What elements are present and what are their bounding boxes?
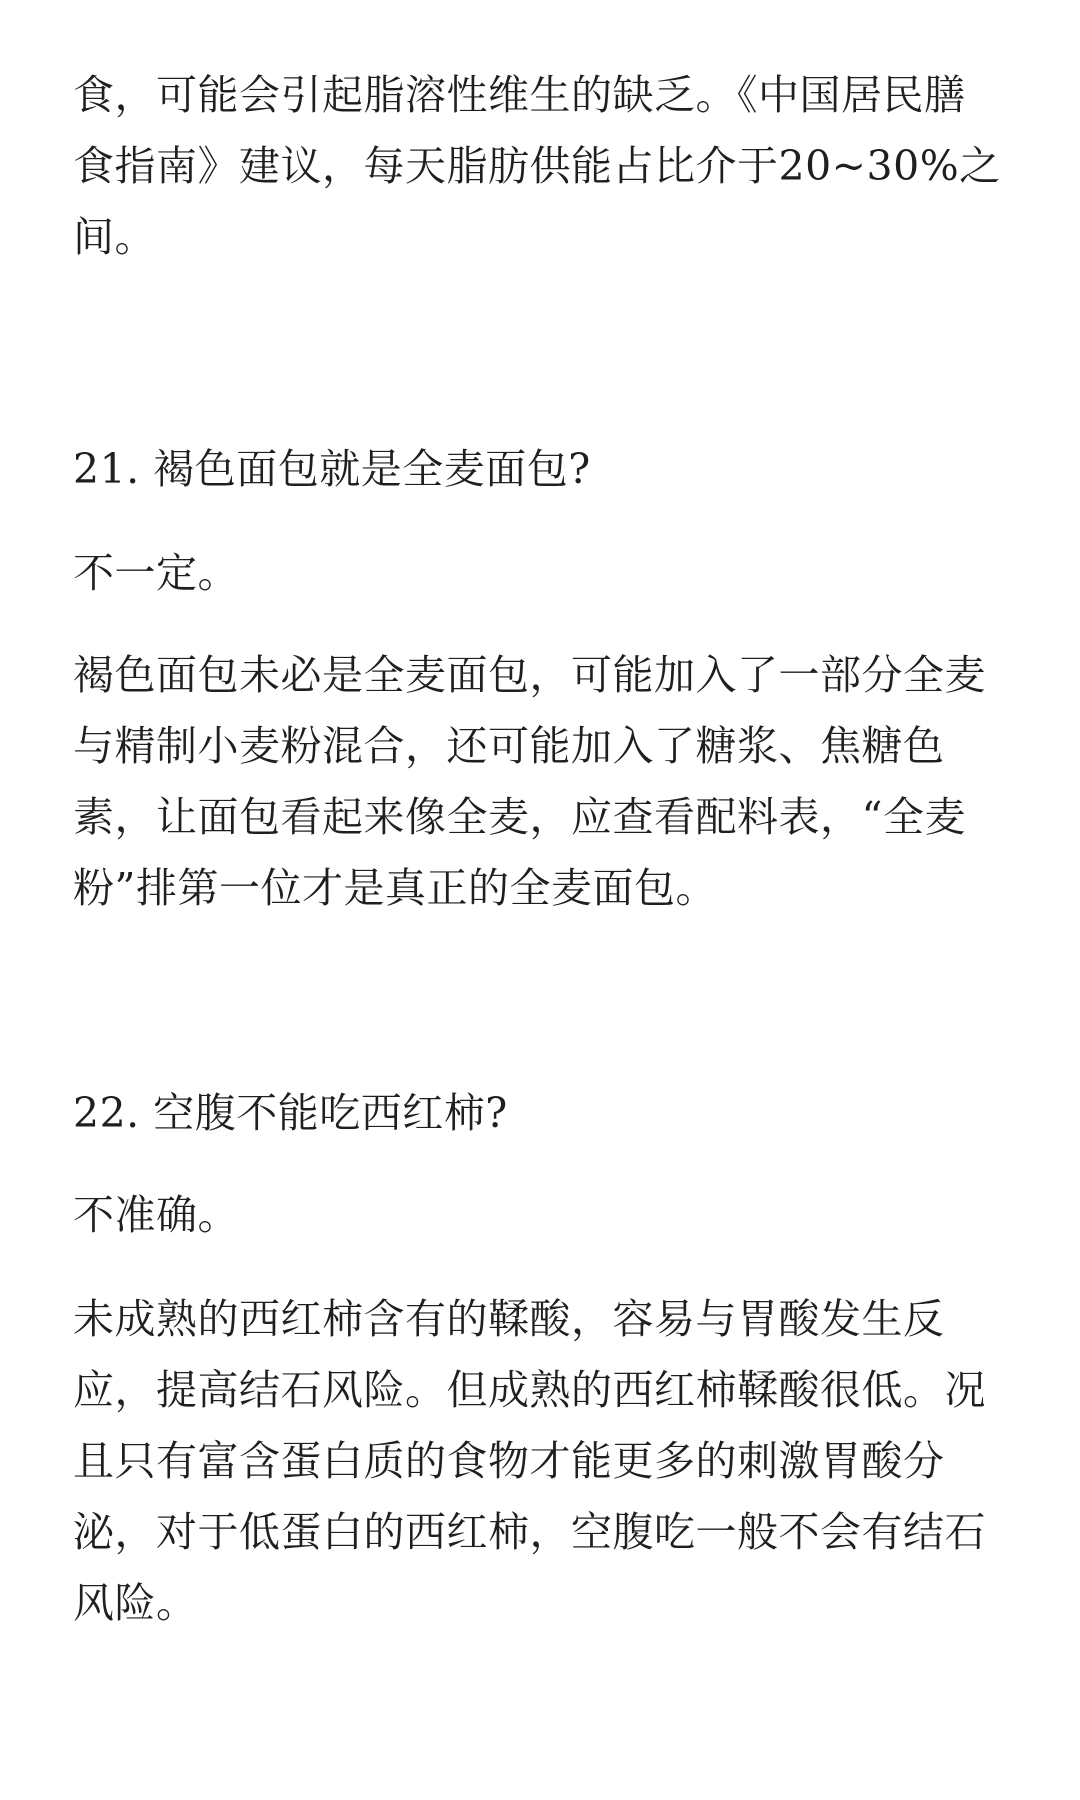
- short-answer-text: 不一定。: [73, 549, 239, 597]
- question-21-explanation: [73, 640, 1008, 924]
- text-line: 风险。: [73, 1579, 198, 1627]
- question-22-heading: [73, 1078, 1008, 1149]
- text-line: 粉”排第一位才是真正的全麦面包。: [73, 864, 717, 912]
- question-text: 21. 褐色面包就是全麦面包?: [73, 445, 591, 493]
- text-line: 泌，对于低蛋白的西红柿，空腹吃一般不会有结石: [73, 1508, 986, 1556]
- text-line: 褐色面包未必是全麦面包，可能加入了一部分全麦: [73, 651, 986, 699]
- text-line: 且只有富含蛋白质的食物才能更多的刺激胃酸分: [73, 1437, 945, 1485]
- question-21-short-answer: [73, 538, 1008, 609]
- question-22-short-answer: [73, 1180, 1008, 1251]
- question-text: 22. 空腹不能吃西红柿?: [73, 1089, 508, 1137]
- text-line: 应，提高结石风险。但成熟的西红柿鞣酸很低。况: [73, 1366, 986, 1414]
- question-22-explanation: [73, 1284, 1008, 1639]
- text-line: 间。: [73, 213, 156, 261]
- question-21-heading: [73, 434, 1008, 505]
- text-line: 食指南》建议，每天脂肪供能占比介于20~30%之: [73, 142, 1001, 190]
- short-answer-text: 不准确。: [73, 1191, 239, 1239]
- text-line: 食，可能会引起脂溶性维生的缺乏。《中国居民膳: [73, 71, 966, 119]
- intro-paragraph: [73, 60, 1008, 273]
- text-line: 未成熟的西红柿含有的鞣酸，容易与胃酸发生反: [73, 1295, 945, 1343]
- text-line: 与精制小麦粉混合，还可能加入了糖浆、焦糖色: [73, 722, 945, 770]
- text-line: 素，让面包看起来像全麦，应查看配料表，“全麦: [73, 793, 966, 841]
